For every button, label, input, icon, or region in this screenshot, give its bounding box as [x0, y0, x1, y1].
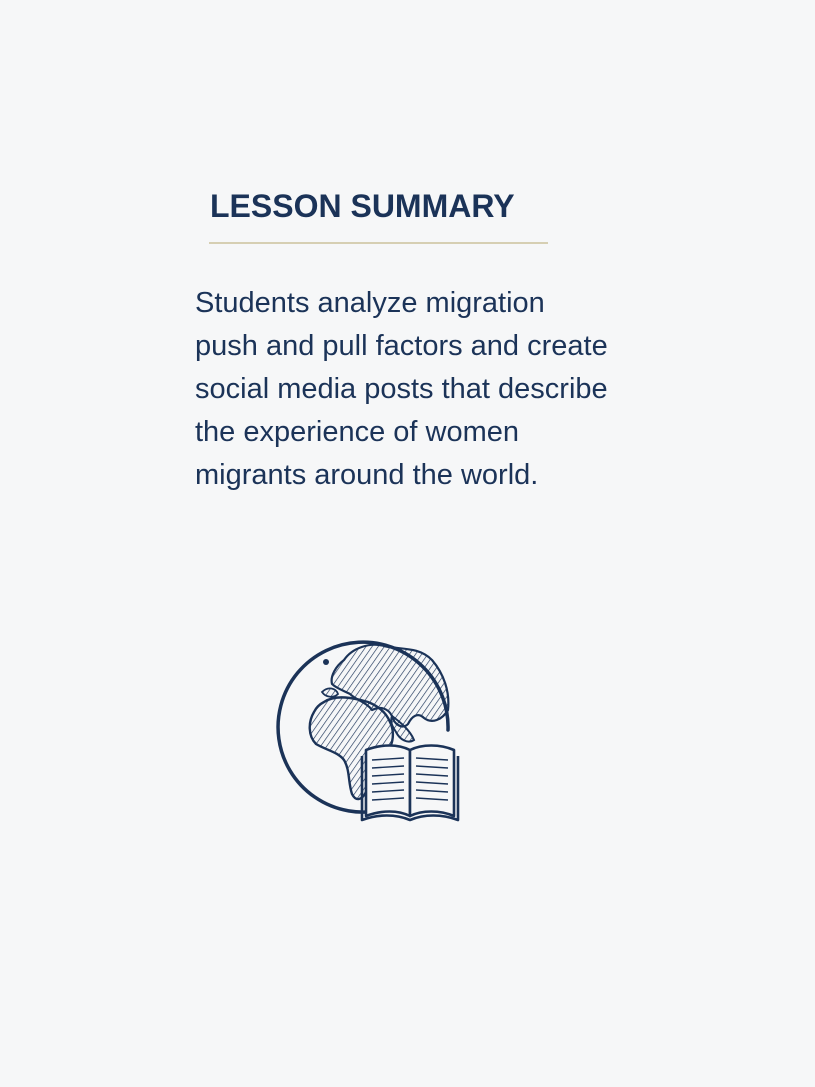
title-divider	[209, 242, 548, 244]
page-title: LESSON SUMMARY	[210, 188, 515, 224]
globe-with-open-book-icon	[272, 632, 462, 824]
lesson-summary-text: Students analyze migration push and pull factors and create social media posts that describe the experience of women migrants around the world.	[195, 287, 608, 491]
